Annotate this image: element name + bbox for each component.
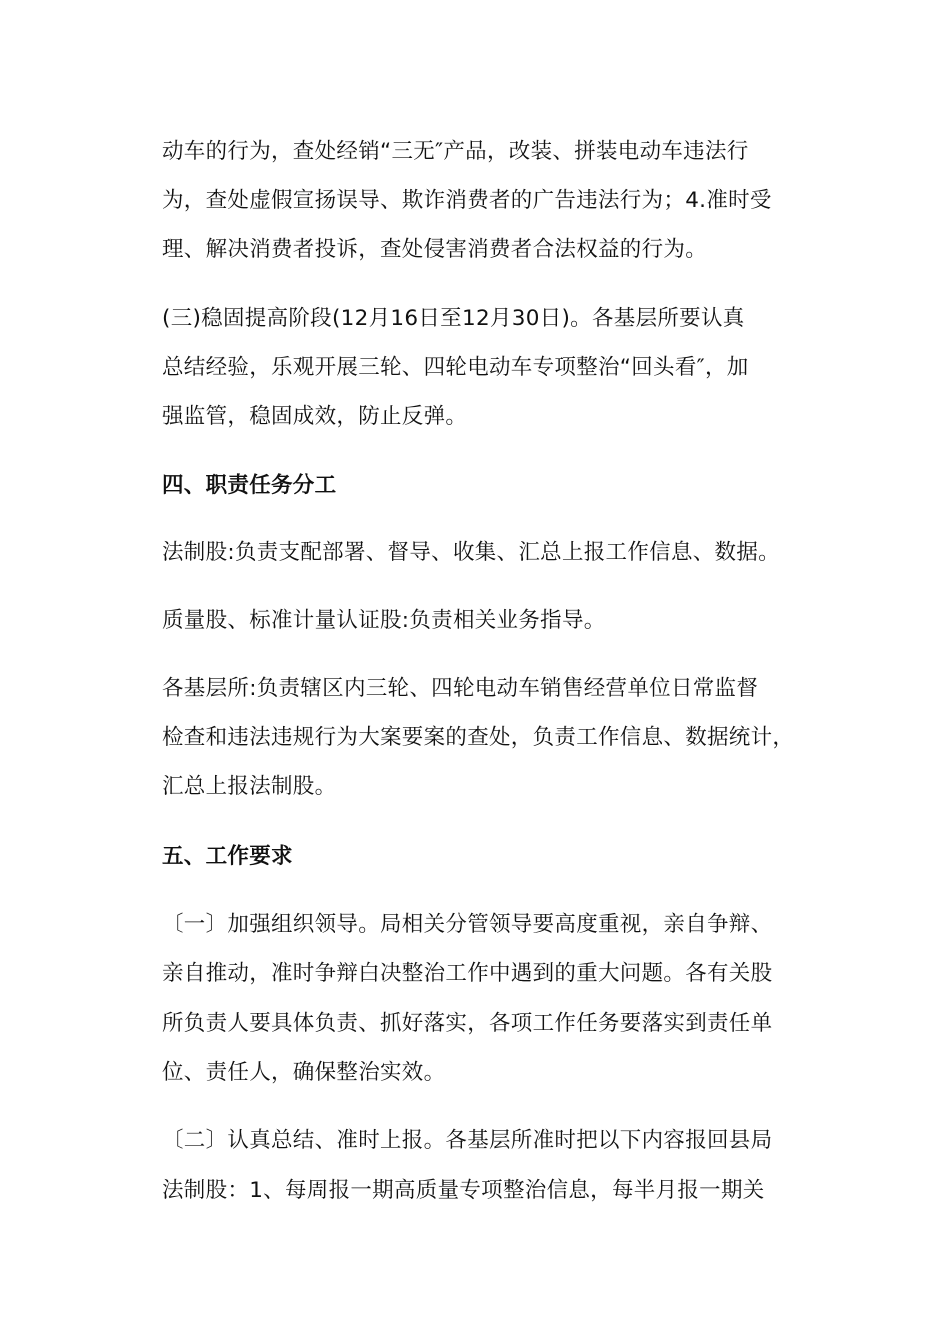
paragraph-1-line-2: 为，查处虚假宣扬误导、欺诈消费者的广告违法行为；4.准时受	[162, 188, 772, 213]
paragraph-5-line-3: 汇总上报法制股。	[162, 774, 337, 799]
paragraph-6-line-4: 位、责任人，确保整治实效。	[162, 1060, 446, 1085]
paragraph-2-line-2: 总结经验，乐观开展三轮、四轮电动车专项整治“回头看″，加	[162, 355, 749, 380]
paragraph-6-line-1: 〔一〕加强组织领导。局相关分管领导要高度重视，亲自争辩、	[162, 912, 773, 937]
paragraph-7-line-1: 〔二〕认真总结、准时上报。各基层所准时把以下内容报回县局	[162, 1128, 773, 1153]
paragraph-4-line-1: 质量股、标准计量认证股:负责相关业务指导。	[162, 608, 606, 633]
paragraph-1-line-1: 动车的行为，查处经销“三无″产品，改装、拼装电动车违法行	[162, 139, 749, 164]
section-heading-5: 五、工作要求	[162, 844, 293, 869]
paragraph-6-line-3: 所负责人要具体负责、抓好落实，各项工作任务要落实到责任单	[162, 1011, 773, 1036]
paragraph-6-line-2: 亲自推动，准时争辩白决整治工作中遇到的重大问题。各有关股	[162, 961, 773, 986]
paragraph-5-line-1: 各基层所:负责辖区内三轮、四轮电动车销售经营单位日常监督	[162, 676, 759, 701]
paragraph-7-line-2: 法制股：1、每周报一期高质量专项整治信息，每半月报一期关	[162, 1178, 765, 1203]
paragraph-1-line-3: 理、解决消费者投诉，查处侵害消费者合法权益的行为。	[162, 237, 708, 262]
paragraph-5-line-2: 检查和违法违规行为大案要案的查处，负责工作信息、数据统计，	[162, 725, 795, 750]
paragraph-2-line-3: 强监管，稳固成效，防止反弹。	[162, 404, 468, 429]
paragraph-2-line-1: (三)稳固提高阶段(12月16日至12月30日)。各基层所要认真	[162, 306, 745, 331]
section-heading-4: 四、职责任务分工	[162, 473, 337, 498]
paragraph-3-line-1: 法制股:负责支配部署、督导、收集、汇总上报工作信息、数据。	[162, 540, 780, 565]
